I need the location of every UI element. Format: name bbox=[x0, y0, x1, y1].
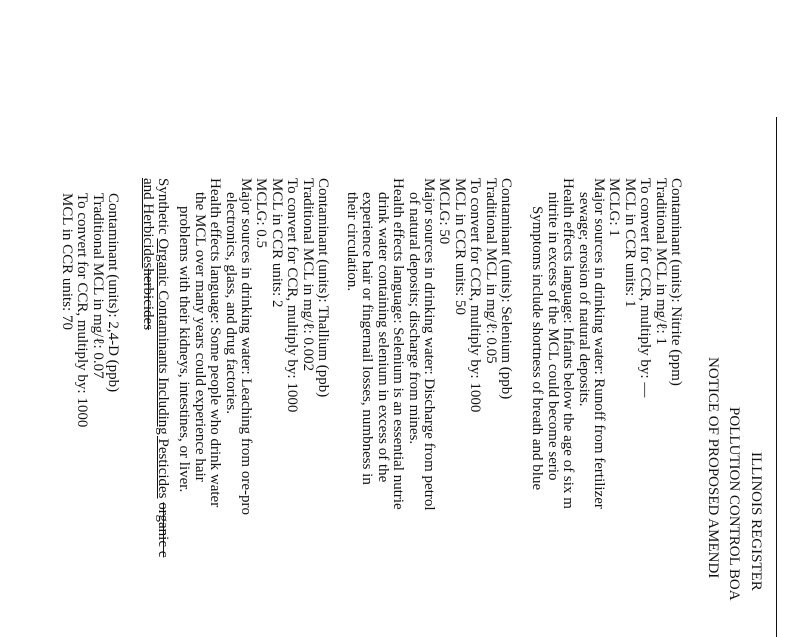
nitrite-mcl-ccr: MCL in CCR units: 1 bbox=[621, 178, 638, 308]
synthetic-prefix: Synthetic bbox=[155, 178, 171, 239]
twofourd-contaminant: Contaminant (units): 2,4-D (ppb) bbox=[105, 193, 121, 393]
register-title: ILLINOIS REGISTER bbox=[748, 452, 764, 591]
nitrite-health-cont: Symptoms include shortness of breath and blue bbox=[529, 206, 546, 491]
synthetic-heading-line2 bbox=[139, 178, 154, 557]
synthetic-struck: organic c bbox=[155, 502, 171, 558]
selenium-contaminant: Contaminant (units): Selenium (ppb) bbox=[498, 178, 514, 400]
thallium-sources-cont: electronics, glass, and drug factories. bbox=[222, 192, 239, 415]
nitrite-contaminant: Contaminant (units): Nitrite (ppm) bbox=[668, 178, 684, 386]
nitrite-convert: To convert for CCR, multiply by: — bbox=[637, 178, 654, 398]
board-title: POLLUTION CONTROL BOA bbox=[726, 407, 742, 601]
thallium-convert: To convert for CCR, multiply by: 1000 bbox=[284, 178, 301, 413]
nitrite-sources: Major sources in drinking water: Runoff from fertilizer bbox=[590, 178, 607, 509]
thallium-traditional-mcl: Traditional MCL in mg/ℓ: 0.002 bbox=[299, 178, 316, 372]
thallium-sources: Major sources in drinking water: Leaching from ore-pro bbox=[237, 178, 254, 515]
selenium-mclg: MCLG: 50 bbox=[436, 178, 453, 245]
nitrite-health: Health effects language: Infants below the age of six m bbox=[560, 178, 577, 509]
nitrite-mclg: MCLG: 1 bbox=[606, 178, 623, 237]
selenium-convert: To convert for CCR, multiply by: 1000 bbox=[467, 178, 484, 413]
nitrite-traditional-mcl: Traditional MCL in mg/ℓ: 1 bbox=[652, 178, 669, 345]
nitrite-health-cont: nitrite in excess of the MCL could become serio bbox=[544, 192, 561, 481]
selenium-health-cont: experience hair or fingernail losses, numbness in bbox=[359, 192, 376, 485]
synthetic-heading-line1 bbox=[155, 178, 170, 557]
thallium-block bbox=[176, 178, 330, 515]
thallium-mclg: MCLG: 0.5 bbox=[253, 178, 270, 249]
selenium-health: Health effects language: Selenium is an essential nutrie bbox=[390, 178, 407, 510]
thallium-health-cont: the MCL over many years could experience hair bbox=[191, 192, 208, 482]
thallium-contaminant: Contaminant (units): Thallium (ppb) bbox=[315, 178, 331, 398]
selenium-sources: Major sources in drinking water: Discharge from petrol bbox=[420, 178, 437, 511]
synthetic-heading bbox=[139, 178, 170, 557]
thallium-health-cont: problems with their kidneys, intestines, or liver. bbox=[176, 206, 193, 493]
selenium-sources-cont: of natural deposits; discharge from mines. bbox=[405, 192, 422, 445]
synthetic-line2-struck: herbicides bbox=[139, 268, 156, 331]
twofourd-convert: To convert for CCR, multiply by: 1000 bbox=[74, 193, 91, 428]
thallium-health: Health effects language: Some people who drink water bbox=[207, 178, 224, 508]
synthetic-line2-prefix: and Herbicides bbox=[139, 178, 156, 269]
nitrite-block bbox=[529, 178, 683, 509]
thallium-mcl-ccr: MCL in CCR units: 2 bbox=[268, 178, 285, 308]
twofourd-traditional-mcl: Traditional MCL in mg/ℓ: 0.07 bbox=[89, 193, 106, 379]
synthetic-underlined: Organic Contaminants Including Pesticides bbox=[155, 238, 171, 499]
selenium-health-cont: their circulation. bbox=[343, 192, 360, 292]
nitrite-sources-cont: sewage; erosion of natural deposits. bbox=[575, 192, 592, 407]
header-rule bbox=[776, 117, 777, 637]
twofourd-mcl-ccr: MCL in CCR units: 70 bbox=[58, 193, 75, 330]
selenium-health-cont: drink water containing selenium in excess of the bbox=[374, 192, 391, 483]
selenium-block bbox=[344, 178, 513, 511]
selenium-traditional-mcl: Traditional MCL in mg/ℓ: 0.05 bbox=[482, 178, 499, 364]
notice-title: NOTICE OF PROPOSED AMENDI bbox=[705, 357, 721, 579]
selenium-mcl-ccr: MCL in CCR units: 50 bbox=[451, 178, 468, 315]
twofourd-block bbox=[58, 193, 120, 427]
